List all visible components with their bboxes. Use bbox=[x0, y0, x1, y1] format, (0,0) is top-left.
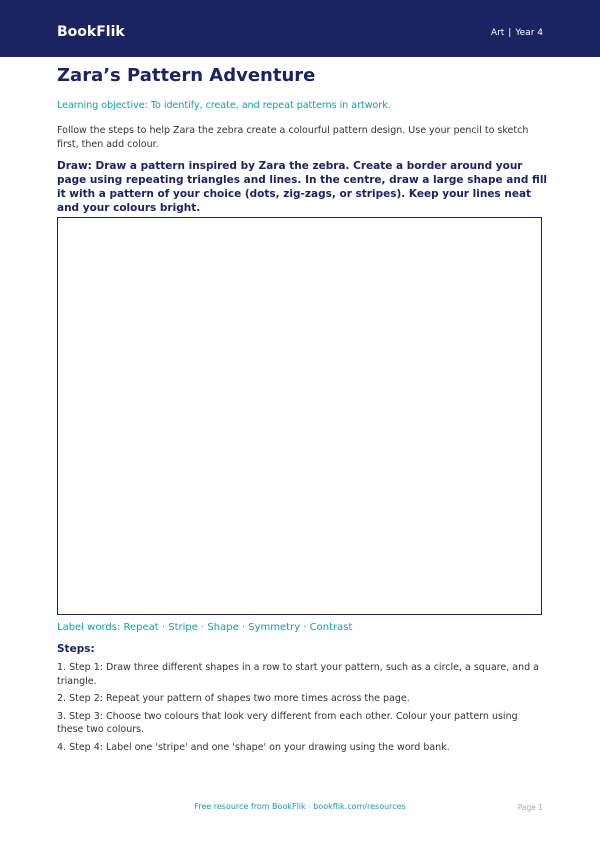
step-item: 4. Step 4: Label one 'stripe' and one 'shape' on your drawing using the word bank. bbox=[57, 741, 450, 753]
subject-separator: | bbox=[508, 28, 512, 38]
steps-list bbox=[57, 661, 547, 758]
learning-objective: Learning objective: To identify, create, and repeat patterns in artwork. bbox=[57, 100, 391, 111]
header-bar bbox=[0, 0, 600, 57]
steps-heading: Steps: bbox=[57, 643, 95, 655]
brand-logo-text: BookFlik bbox=[57, 24, 125, 40]
page-title: Zara’s Pattern Adventure bbox=[57, 65, 316, 86]
subject-year-label bbox=[491, 26, 543, 40]
subject-label: Art bbox=[490, 28, 505, 38]
step-item: 2. Step 2: Repeat your pattern of shapes two more times across the page. bbox=[57, 693, 410, 704]
page-number: Page 1 bbox=[517, 803, 543, 812]
step-item: 1. Step 1: Draw three different shapes in a row to start your pattern, such as a circle, a square, and a triangle. bbox=[57, 662, 539, 687]
drawing-area bbox=[57, 217, 542, 615]
step-item: 3. Step 3: Choose two colours that look very different from each other. Colour your pattern using these two colours. bbox=[57, 710, 518, 735]
draw-instruction: Draw: Draw a pattern inspired by Zara the zebra. Create a border around your page using repeating triangles and lines. In the centre, draw a large shape and fill it with a pattern of your choice (dots, zig-zags, or stripes). Keep your lines neat and your colours bright. bbox=[57, 160, 548, 214]
footer-resource-link[interactable]: Free resource from BookFlik · bookflik.com/resources bbox=[194, 802, 406, 811]
intro-text: Follow the steps to help Zara the zebra create a colourful pattern design. Use your pencil to sketch first, then add colour. bbox=[57, 125, 529, 150]
label-words-bank: Label words: Repeat · Stripe · Shape · Symmetry · Contrast bbox=[57, 622, 353, 633]
year-label: Year 4 bbox=[515, 28, 543, 38]
